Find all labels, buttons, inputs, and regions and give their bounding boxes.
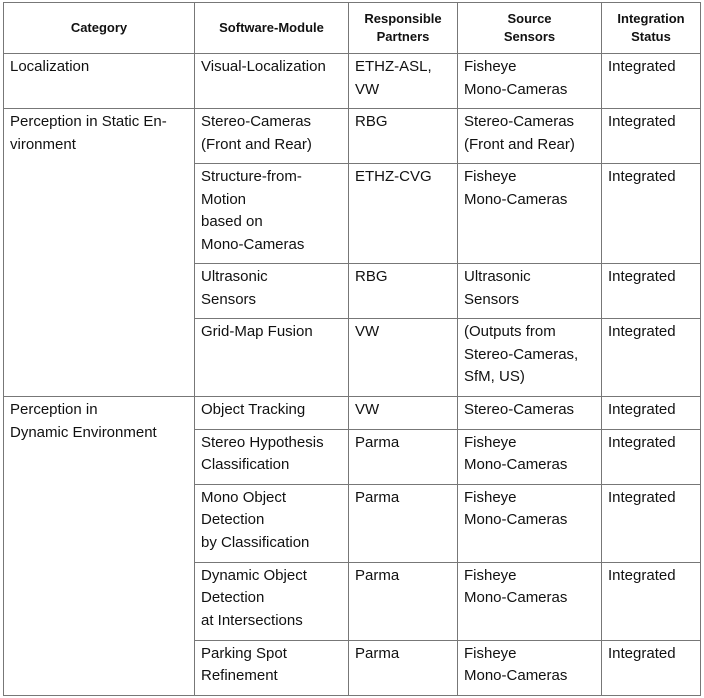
sensors-cell: Fisheye Mono-Cameras <box>458 562 602 640</box>
status-cell: Integrated <box>602 640 701 695</box>
status-cell: Integrated <box>602 164 701 264</box>
header-row <box>4 3 701 54</box>
partners-cell: RBG <box>349 109 458 164</box>
sensors-cell: Fisheye Mono-Cameras <box>458 54 602 109</box>
sensors-cell: (Outputs from Stereo-Cameras, SfM, US) <box>458 319 602 397</box>
status-cell: Integrated <box>602 484 701 562</box>
category-cell: Perception in Static En- vironment <box>4 109 195 397</box>
header-responsible-partners: Responsible Partners <box>349 3 458 54</box>
module-cell: Structure-from- Motion based on Mono-Cameras <box>195 164 349 264</box>
partners-cell: VW <box>349 319 458 397</box>
sensors-cell: Fisheye Mono-Cameras <box>458 484 602 562</box>
sensors-cell: Stereo-Cameras (Front and Rear) <box>458 109 602 164</box>
module-cell: Object Tracking <box>195 397 349 430</box>
status-cell: Integrated <box>602 562 701 640</box>
module-cell: Dynamic Object Detection at Intersections <box>195 562 349 640</box>
status-cell: Integrated <box>602 397 701 430</box>
module-cell: Mono Object Detection by Classification <box>195 484 349 562</box>
partners-cell: Parma <box>349 640 458 695</box>
module-cell: Ultrasonic Sensors <box>195 264 349 319</box>
module-cell: Stereo Hypothesis Classification <box>195 429 349 484</box>
header-category: Category <box>4 3 195 54</box>
header-software-module: Software-Module <box>195 3 349 54</box>
module-cell: Stereo-Cameras (Front and Rear) <box>195 109 349 164</box>
partners-cell: ETHZ-CVG <box>349 164 458 264</box>
module-cell: Visual-Localization <box>195 54 349 109</box>
sensors-cell: Stereo-Cameras <box>458 397 602 430</box>
partners-cell: Parma <box>349 562 458 640</box>
status-cell: Integrated <box>602 54 701 109</box>
partners-cell: ETHZ-ASL, VW <box>349 54 458 109</box>
header-integration-status: Integration Status <box>602 3 701 54</box>
status-cell: Integrated <box>602 429 701 484</box>
table-row <box>4 54 701 109</box>
partners-cell: RBG <box>349 264 458 319</box>
header-source-sensors: Source Sensors <box>458 3 602 54</box>
status-cell: Integrated <box>602 264 701 319</box>
status-cell: Integrated <box>602 319 701 397</box>
sensors-cell: Ultrasonic Sensors <box>458 264 602 319</box>
module-cell: Parking Spot Refinement <box>195 640 349 695</box>
partners-cell: VW <box>349 397 458 430</box>
partners-cell: Parma <box>349 429 458 484</box>
table-row <box>4 109 701 164</box>
category-cell: Perception in Dynamic Environment <box>4 397 195 696</box>
sensors-cell: Fisheye Mono-Cameras <box>458 429 602 484</box>
sensors-cell: Fisheye Mono-Cameras <box>458 640 602 695</box>
partners-cell: Parma <box>349 484 458 562</box>
integration-table <box>3 2 701 696</box>
module-cell: Grid-Map Fusion <box>195 319 349 397</box>
sensors-cell: Fisheye Mono-Cameras <box>458 164 602 264</box>
status-cell: Integrated <box>602 109 701 164</box>
category-cell: Localization <box>4 54 195 109</box>
table-row <box>4 397 701 430</box>
